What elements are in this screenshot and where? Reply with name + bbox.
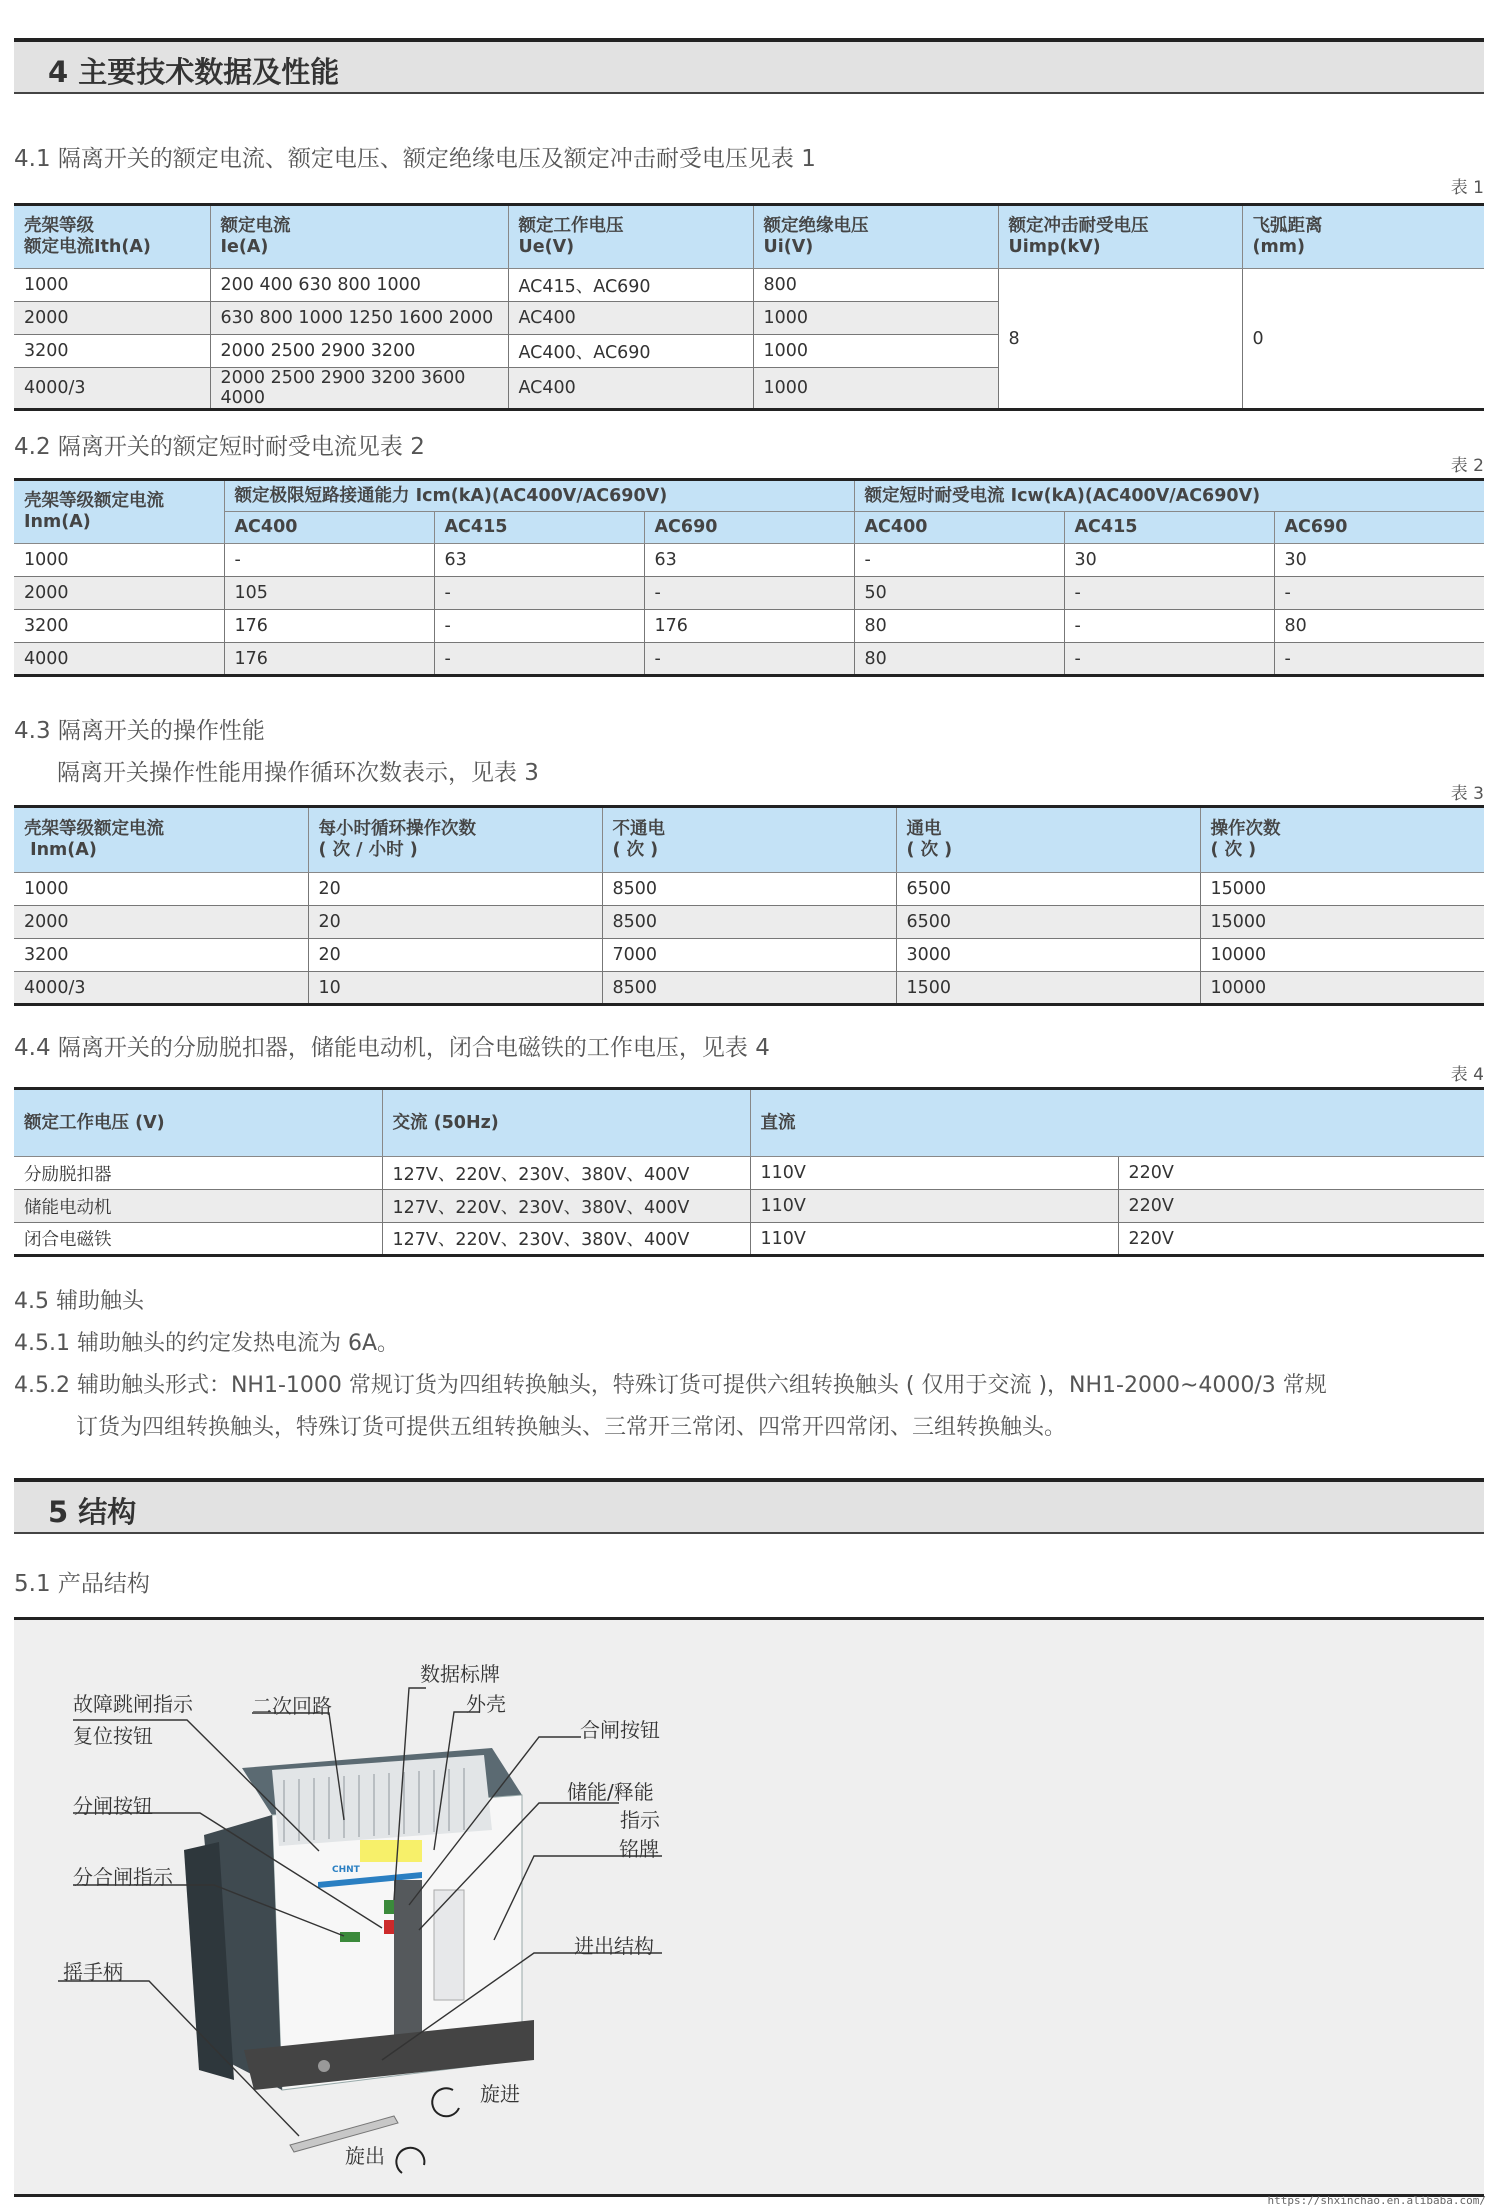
table-cell: 10 — [308, 972, 602, 1005]
table-cell: 1000 — [14, 544, 224, 577]
table-cell: 8 — [998, 269, 1242, 410]
table-row — [14, 972, 1484, 1005]
table-cell: 30 — [1274, 544, 1484, 577]
table-cell: 63 — [434, 544, 644, 577]
table-header-cell: 额定工作电压 (V) — [14, 1089, 382, 1157]
section-5-header — [14, 1478, 1484, 1534]
table-cell: AC400 — [508, 368, 753, 410]
table-cell: 80 — [854, 610, 1064, 643]
table-header-cell: 飞弧距离 (mm) — [1242, 205, 1484, 269]
table-cell: 1000 — [753, 368, 998, 410]
table-row — [14, 610, 1484, 643]
table-cell: - — [434, 610, 644, 643]
table-cell: - — [224, 544, 434, 577]
subsection-heading: 4.2 隔离开关的额定短时耐受电流见表 2 — [14, 434, 425, 460]
table-cell: 4000/3 — [14, 972, 308, 1005]
table-cell: - — [854, 544, 1064, 577]
table-header-cell: 操作次数 ( 次 ) — [1200, 807, 1484, 873]
table-cell: 2000 2500 2900 3200 3600 4000 — [210, 368, 508, 410]
table-cell: 8500 — [602, 873, 896, 906]
table-cell: 630 800 1000 1250 1600 2000 — [210, 302, 508, 335]
table-header-cell: 壳架等级额定电流 Inm(A) — [14, 807, 308, 873]
table-row — [14, 1157, 1484, 1190]
table-cell: 1500 — [896, 972, 1200, 1005]
table-cell: 110V — [750, 1223, 1118, 1256]
callout-housing: 外壳 — [466, 1692, 506, 1716]
table-header-cell: 额定工作电压 Ue(V) — [508, 205, 753, 269]
table-row — [14, 269, 1484, 302]
table-cell: 6500 — [896, 873, 1200, 906]
table-header-cell: AC400 — [854, 512, 1064, 544]
table-header-cell: AC690 — [644, 512, 854, 544]
table-cell: 2000 — [14, 906, 308, 939]
table-header-cell: 通电 ( 次 ) — [896, 807, 1200, 873]
paragraph: 4.5.2 辅助触头形式：NH1-1000 常规订货为四组转换触头，特殊订货可提供六组转换触头 ( 仅用于交流 )，NH1-2000~4000/3 常规 — [14, 1373, 1327, 1398]
callout-on-off-indicator: 分合闸指示 — [73, 1865, 173, 1889]
callout-charge-indicator-2: 指示 — [620, 1808, 660, 1832]
table-header-cell: 不通电 ( 次 ) — [602, 807, 896, 873]
table-header-cell: AC400 — [224, 512, 434, 544]
rotate-out-arrow — [396, 2148, 424, 2173]
table-cell: 176 — [224, 643, 434, 676]
table-cell: - — [434, 577, 644, 610]
table-cell: - — [1274, 643, 1484, 676]
table-header-cell: 交流 (50Hz) — [382, 1089, 750, 1157]
subsection-heading: 4.4 隔离开关的分励脱扣器，储能电动机，闭合电磁铁的工作电压，见表 4 — [14, 1035, 770, 1061]
table-cell: 220V — [1118, 1223, 1484, 1256]
table-header-cell: 额定绝缘电压 Ui(V) — [753, 205, 998, 269]
table-cell: - — [644, 643, 854, 676]
table-cell: 2000 2500 2900 3200 — [210, 335, 508, 368]
callout-secondary-circuit: 二次回路 — [252, 1694, 332, 1718]
table-header-cell: 每小时循环操作次数 ( 次 / 小时 ) — [308, 807, 602, 873]
table-2 — [14, 478, 1484, 677]
footer-url: https://shxinchao.en.alibaba.com/ — [1267, 2194, 1486, 2207]
table-tag: 表 4 — [1450, 1065, 1484, 1085]
callout-close-button: 合闸按钮 — [580, 1718, 660, 1742]
paragraph: 4.5.1 辅助触头的约定发热电流为 6A。 — [14, 1331, 400, 1356]
callout-data-plate: 数据标牌 — [420, 1662, 500, 1686]
handle-slot — [394, 1880, 422, 2050]
table-3 — [14, 805, 1484, 1006]
breaker-illustration — [14, 1620, 1484, 2194]
table-cell: 176 — [224, 610, 434, 643]
nameplate-shape — [434, 1890, 464, 2000]
table-cell: - — [434, 643, 644, 676]
table-cell: 30 — [1064, 544, 1274, 577]
crank-socket — [318, 2060, 330, 2072]
table-cell: 4000/3 — [14, 368, 210, 410]
table-cell: 0 — [1242, 269, 1484, 410]
table-1 — [14, 203, 1484, 411]
table-cell: 176 — [644, 610, 854, 643]
table-cell: 127V、220V、230V、380V、400V — [382, 1190, 750, 1223]
table-cell: - — [1064, 610, 1274, 643]
table-cell: - — [644, 577, 854, 610]
section-4-header — [14, 38, 1484, 94]
table-cell: 50 — [854, 577, 1064, 610]
table-row — [14, 577, 1484, 610]
table-cell: 2000 — [14, 302, 210, 335]
table-cell: 80 — [1274, 610, 1484, 643]
table-cell: 4000 — [14, 643, 224, 676]
table-header-cell: 额定冲击耐受电压 Uimp(kV) — [998, 205, 1242, 269]
paragraph: 订货为四组转换触头，特殊订货可提供五组转换触头、三常开三常闭、四常开四常闭、三组转换触头。 — [76, 1415, 1067, 1440]
table-cell: 1000 — [14, 873, 308, 906]
brand-logo: CHNT — [332, 1865, 360, 1875]
table-tag: 表 3 — [1450, 784, 1484, 804]
on-off-indicator-shape — [340, 1932, 360, 1942]
table-cell: 3200 — [14, 335, 210, 368]
table-cell: 7000 — [602, 939, 896, 972]
table-cell: - — [1064, 577, 1274, 610]
table-tag: 表 2 — [1450, 456, 1484, 476]
table-cell: 20 — [308, 939, 602, 972]
table-header-cell: 额定极限短路接通能力 Icm(kA)(AC400V/AC690V) — [224, 480, 854, 512]
table-cell: 6500 — [896, 906, 1200, 939]
subsection-heading: 4.5 辅助触头 — [14, 1289, 144, 1314]
section-title: 5 结构 — [48, 1495, 137, 1529]
table-cell: 220V — [1118, 1157, 1484, 1190]
terminal-block — [272, 1755, 492, 1846]
table-row — [14, 873, 1484, 906]
table-cell: 110V — [750, 1190, 1118, 1223]
table-cell: 闭合电磁铁 — [14, 1223, 382, 1256]
subsection-heading: 5.1 产品结构 — [14, 1571, 150, 1597]
table-cell: 3200 — [14, 939, 308, 972]
table-cell: 1000 — [753, 335, 998, 368]
table-cell: 15000 — [1200, 906, 1484, 939]
table-cell: 储能电动机 — [14, 1190, 382, 1223]
table-cell: AC400 — [508, 302, 753, 335]
table-header-cell: 额定电流 Ie(A) — [210, 205, 508, 269]
table-row — [14, 1223, 1484, 1256]
table-row — [14, 544, 1484, 577]
table-cell: 200 400 630 800 1000 — [210, 269, 508, 302]
table-tag: 表 1 — [1450, 178, 1484, 198]
table-cell: 3000 — [896, 939, 1200, 972]
table-row — [14, 1190, 1484, 1223]
table-cell: 105 — [224, 577, 434, 610]
table-cell: 2000 — [14, 577, 224, 610]
table-header-cell: AC415 — [434, 512, 644, 544]
callout-draw-out-mechanism: 进出结构 — [574, 1934, 654, 1958]
callout-rotate-out: 旋出 — [345, 2144, 385, 2168]
table-header-cell: 额定短时耐受电流 Icw(kA)(AC400V/AC690V) — [854, 480, 1484, 512]
callout-nameplate: 铭牌 — [619, 1837, 659, 1861]
table-header-cell: AC690 — [1274, 512, 1484, 544]
table-cell: 127V、220V、230V、380V、400V — [382, 1223, 750, 1256]
table-header-cell: AC415 — [1064, 512, 1274, 544]
table-cell: 63 — [644, 544, 854, 577]
table-header-cell: 壳架等级 额定电流Ith(A) — [14, 205, 210, 269]
table-cell: 10000 — [1200, 972, 1484, 1005]
subsection-heading: 4.3 隔离开关的操作性能 — [14, 718, 265, 744]
table-cell: 127V、220V、230V、380V、400V — [382, 1157, 750, 1190]
callout-open-button: 分闸按钮 — [73, 1794, 153, 1818]
section-title: 4 主要技术数据及性能 — [48, 55, 340, 89]
callout-fault-trip-indicator: 故障跳闸指示 — [73, 1692, 193, 1716]
table-cell: 80 — [854, 643, 1064, 676]
table-cell: 1000 — [14, 269, 210, 302]
rotate-in-arrow — [432, 2088, 459, 2116]
callout-rotate-in: 旋进 — [480, 2082, 520, 2106]
table-cell: 800 — [753, 269, 998, 302]
callout-charge-indicator: 储能/释能 — [567, 1780, 654, 1804]
table-cell: 8500 — [602, 906, 896, 939]
table-cell: 8500 — [602, 972, 896, 1005]
subsection-description: 隔离开关操作性能用操作循环次数表示，见表 3 — [57, 760, 539, 786]
table-cell: AC415、AC690 — [508, 269, 753, 302]
table-header-cell: 壳架等级额定电流 Inm(A) — [14, 480, 224, 544]
data-plate — [360, 1840, 422, 1862]
callout-crank-handle: 摇手柄 — [63, 1960, 123, 1984]
table-4 — [14, 1087, 1484, 1257]
table-cell: 10000 — [1200, 939, 1484, 972]
table-cell: - — [1064, 643, 1274, 676]
table-cell: 220V — [1118, 1190, 1484, 1223]
table-row — [14, 643, 1484, 676]
product-structure-diagram — [14, 1617, 1484, 2197]
table-cell: 1000 — [753, 302, 998, 335]
table-header-cell: 直流 — [750, 1089, 1484, 1157]
table-cell: 20 — [308, 906, 602, 939]
table-row — [14, 906, 1484, 939]
table-row — [14, 939, 1484, 972]
table-cell: 15000 — [1200, 873, 1484, 906]
table-cell: 110V — [750, 1157, 1118, 1190]
table-cell: 3200 — [14, 610, 224, 643]
table-cell: 分励脱扣器 — [14, 1157, 382, 1190]
subsection-heading: 4.1 隔离开关的额定电流、额定电压、额定绝缘电压及额定冲击耐受电压见表 1 — [14, 146, 816, 172]
callout-reset-button: 复位按钮 — [73, 1724, 153, 1748]
table-cell: - — [1274, 577, 1484, 610]
table-cell: AC400、AC690 — [508, 335, 753, 368]
table-cell: 20 — [308, 873, 602, 906]
